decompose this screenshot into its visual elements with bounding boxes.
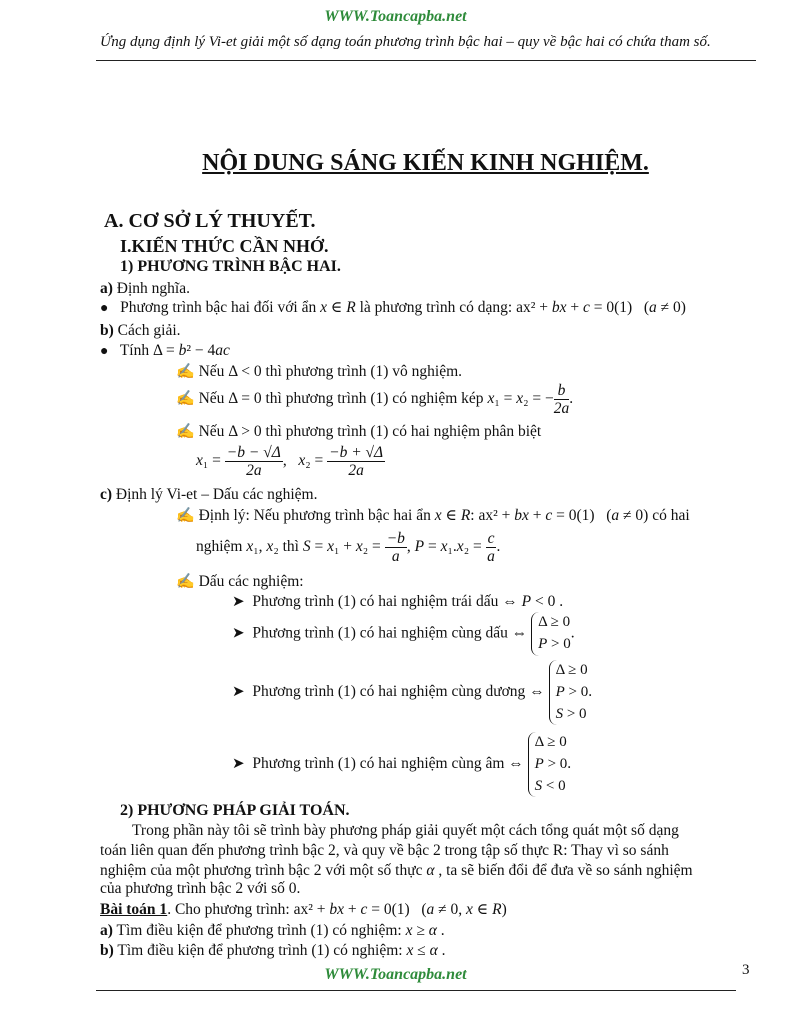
delta-bullet: ● Tính Δ = b² − 4ac [100,342,230,359]
bullet-icon: ● [100,344,109,359]
case-2: ✍ Nếu Δ = 0 thì phương trình (1) có nghiệm kép x₁ = x₂ = − $\frac{b}{2a}$ . [176,382,574,418]
case-3-roots: x₁ = $\frac{-b - √\Delta}{2a}$ , x₂ = $\frac{-b + √\Delta}{2a}$ [196,444,384,480]
arrow-bullet-icon: ➤ [232,625,245,642]
viet-label: c) Định lý Vi-et – Dấu các nghiệm. [100,486,318,503]
pen-icon: ✍ [176,391,195,408]
footer-site: WWW.Toancapba.net [324,966,467,983]
page-number: 3 [742,962,750,978]
viet-formula: nghiệm x₁, x₂ thì S = x₁ + x₂ = $\frac{-b}{a}$ , P = x₁.x₂ = $\frac{c}{a}$ . [196,530,501,566]
paragraph-line-2: toán liên quan đến phương trình bậc 2, và quy về bậc 2 trong tập số thực R: Thay vì so sánh [100,842,669,859]
case-3: ✍ Nếu Δ > 0 thì phương trình (1) có hai nghiệm phân biệt [176,423,542,440]
paragraph-line-1: Trong phần này tôi sẽ trình bày phương pháp giải quyết một cách tổng quát một số dạng [132,822,679,839]
paragraph-line-4: của phương trình bậc 2 với số 0. [100,880,301,897]
def-bullet: ● Phương trình bậc hai đối với ẩn x ∈ R là phương trình có dạng: ax² + bx + c = 0(1) (a ≠ 0) [100,299,686,316]
pen-icon: ✍ [176,508,195,524]
arrow-bullet-icon: ➤ [232,684,245,701]
pen-icon: ✍ [176,574,195,590]
pen-icon: ✍ [176,424,195,440]
sign-case-2: ➤ Phương trình (1) có hai nghiệm cùng dấu ⇔ Δ ≥ 0 P > 0. [232,612,575,656]
sign-case-3: ➤ Phương trình (1) có hai nghiệm cùng dương ⇔ Δ ≥ 0 P > 0 S > 0. [232,660,592,725]
bullet-icon: ● [100,301,109,316]
footer-rule [96,990,736,991]
paragraph-line-3: nghiệm của một phương trình bậc 2 với một số thực α , ta sẽ biến đổi để đưa về so sánh nghiệm [100,862,693,879]
section-i-heading: I.KIẾN THỨC CẦN NHỚ. [120,236,329,256]
def-label: a) Định nghĩa. [100,280,190,297]
section-a-heading: A. CƠ SỞ LÝ THUYẾT. [104,210,316,232]
viet-theorem: ✍ Định lý: Nếu phương trình bậc hai ẩn x ∈ R: ax² + bx + c = 0(1) (a ≠ 0) có hai [176,507,690,524]
pen-icon: ✍ [176,364,195,380]
section-2-heading: 2) PHƯƠNG PHÁP GIẢI TOÁN. [120,802,350,819]
problem-1b: b) Tìm điều kiện để phương trình (1) có nghiệm: x ≤ α . [100,942,446,959]
page-title: NỘI DUNG SÁNG KIẾN KINH NGHIỆM. [202,150,649,176]
sign-heading: ✍ Dấu các nghiệm: [176,573,304,590]
sign-case-1: ➤ Phương trình (1) có hai nghiệm trái dấu ⇔ P < 0 . [232,593,564,610]
header-rule [96,60,756,61]
sign-case-4: ➤ Phương trình (1) có hai nghiệm cùng âm ⇔ Δ ≥ 0 P > 0 S < 0. [232,732,571,797]
arrow-bullet-icon: ➤ [232,594,245,610]
header-site: WWW.Toancapba.net [324,8,467,25]
header-subtitle: Ứng dụng định lý Vi-et giải một số dạng toán phương trình bậc hai – quy về bậc hai có chứa tham số. [100,34,711,50]
solve-label: b) Cách giải. [100,322,181,339]
arrow-bullet-icon: ➤ [232,756,245,773]
section-1-heading: 1) PHƯƠNG TRÌNH BẬC HAI. [120,258,341,275]
problem-1: Bài toán 1. Cho phương trình: ax² + bx + c = 0(1) (a ≠ 0, x ∈ R) [100,901,507,918]
case-1: ✍ Nếu Δ < 0 thì phương trình (1) vô nghiệm. [176,363,463,380]
problem-1a: a) Tìm điều kiện để phương trình (1) có nghiệm: x ≥ α . [100,922,445,939]
